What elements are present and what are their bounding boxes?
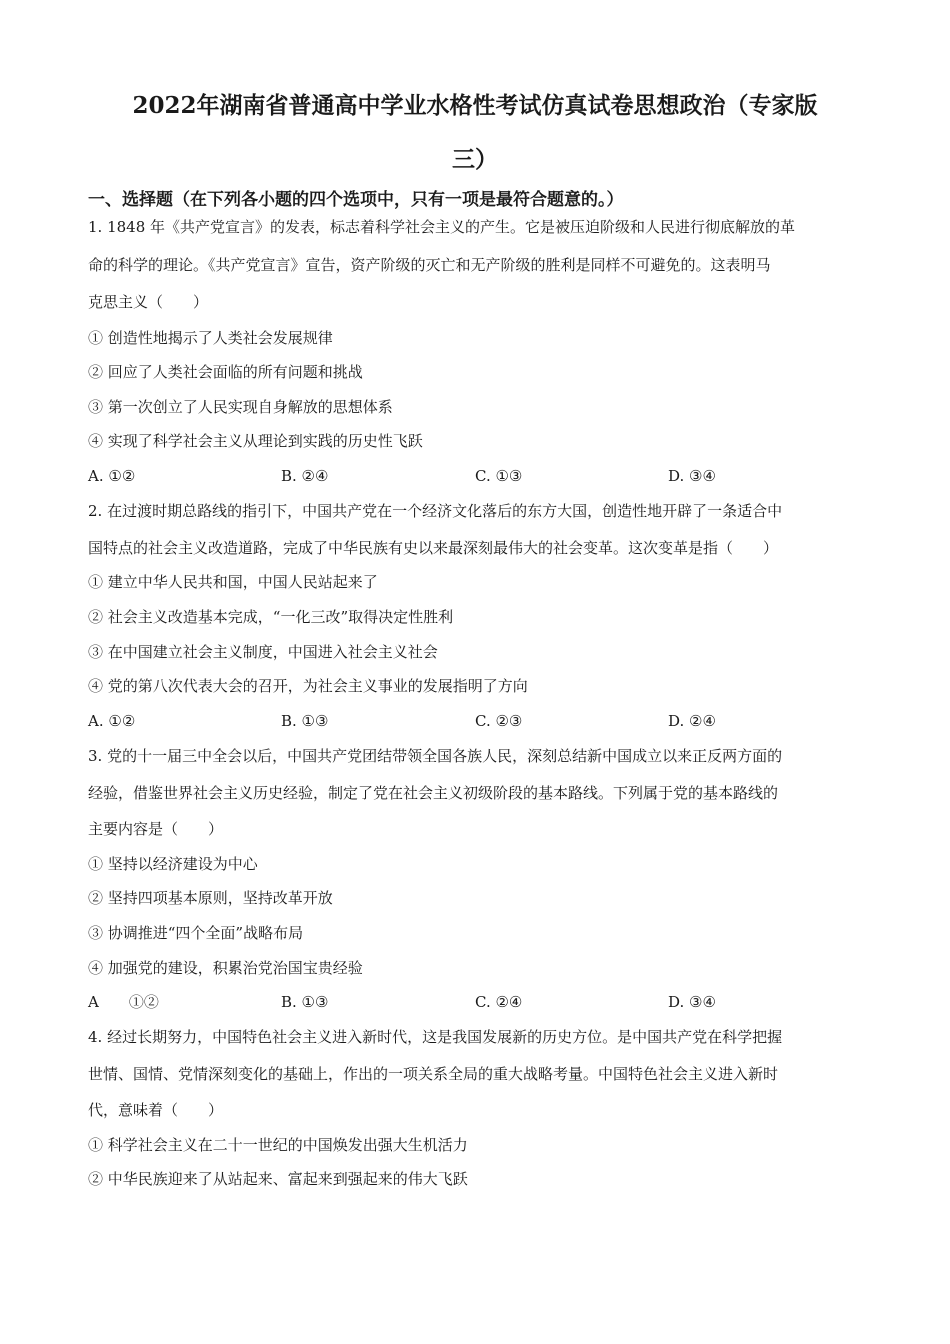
q4-stem-line-2: 世情、国情、党情深刻变化的基础上，作出的一项关系全局的重大战略考量。中国特色社会主义进入新时 [88, 1065, 779, 1083]
q3-option-c[interactable]: C. ②④ [475, 993, 523, 1011]
q4-stem-line-1: 4. 经过长期努力，中国特色社会主义进入新时代，这是我国发展新的历史方位。是中国共产党在科学把握 [88, 1028, 783, 1046]
q1-statement-4: ④ 实现了科学社会主义从理论到实践的历史性飞跃 [88, 432, 423, 450]
q3-stem-line-1: 3. 党的十一届三中全会以后，中国共产党团结带领全国各族人民，深刻总结新中国成立以来正反两方面的 [88, 747, 783, 765]
q4-stem-line-3: 代，意味着（ ） [88, 1101, 224, 1119]
exam-title-line-2: 三） [452, 146, 498, 173]
q3-statement-3: ③ 协调推进“四个全面”战略布局 [88, 924, 304, 942]
q2-option-d[interactable]: D. ②④ [668, 712, 716, 730]
q3-option-d[interactable]: D. ③④ [668, 993, 716, 1011]
q3-statement-2: ② 坚持四项基本原则，坚持改革开放 [88, 889, 333, 907]
q2-statement-3: ③ 在中国建立社会主义制度，中国进入社会主义社会 [88, 643, 438, 661]
q2-stem-line-1: 2. 在过渡时期总路线的指引下，中国共产党在一个经济文化落后的东方大国，创造性地开辟了一条适合中 [88, 502, 783, 520]
q1-stem-line-1: 1. 1848 年《共产党宣言》的发表，标志着科学社会主义的产生。它是被压迫阶级和人民进行彻底解放的革 [88, 218, 796, 236]
q1-statement-2: ② 回应了人类社会面临的所有问题和挑战 [88, 363, 363, 381]
q1-option-c[interactable]: C. ①③ [475, 467, 523, 485]
exam-title-line-1: 2022年湖南省普通高中学业水格性考试仿真试卷思想政治（专家版 [132, 92, 818, 119]
q1-option-d[interactable]: D. ③④ [668, 467, 716, 485]
q4-statement-2: ② 中华民族迎来了从站起来、富起来到强起来的伟大飞跃 [88, 1170, 468, 1188]
q2-statement-2: ② 社会主义改造基本完成，“一化三改”取得决定性胜利 [88, 608, 454, 626]
q1-option-a[interactable]: A. ①② [88, 467, 136, 485]
q1-stem-line-3: 克思主义（ ） [88, 293, 209, 311]
q3-statement-4: ④ 加强党的建设，积累治党治国宝贵经验 [88, 959, 363, 977]
q3-stem-line-3: 主要内容是（ ） [88, 820, 224, 838]
q1-option-b[interactable]: B. ②④ [281, 467, 329, 485]
q1-statement-1: ① 创造性地揭示了人类社会发展规律 [88, 329, 333, 347]
q4-statement-1: ① 科学社会主义在二十一世纪的中国焕发出强大生机活力 [88, 1136, 468, 1154]
section-heading: 一、选择题（在下列各小题的四个选项中，只有一项是最符合题意的。） [88, 190, 624, 210]
q2-statement-4: ④ 党的第八次代表大会的召开，为社会主义事业的发展指明了方向 [88, 677, 528, 695]
q3-stem-line-2: 经验，借鉴世界社会主义历史经验，制定了党在社会主义初级阶段的基本路线。下列属于党的基本路线的 [88, 784, 779, 802]
q2-statement-1: ① 建立中华人民共和国，中国人民站起来了 [88, 573, 378, 591]
q3-statement-1: ① 坚持以经济建设为中心 [88, 855, 258, 873]
q3-option-a[interactable]: A ①② [88, 993, 159, 1011]
q1-stem-line-2: 命的科学的理论。《共产党宣言》宣告，资产阶级的灭亡和无产阶级的胜利是同样不可避免的。这表明马 [88, 256, 771, 274]
q2-stem-line-2: 国特点的社会主义改造道路，完成了中华民族有史以来最深刻最伟大的社会变革。这次变革是指（ ） [88, 539, 779, 557]
q2-option-b[interactable]: B. ①③ [281, 712, 329, 730]
q1-statement-3: ③ 第一次创立了人民实现自身解放的思想体系 [88, 398, 393, 416]
q2-option-c[interactable]: C. ②③ [475, 712, 523, 730]
q3-option-b[interactable]: B. ①③ [281, 993, 329, 1011]
q2-option-a[interactable]: A. ①② [88, 712, 136, 730]
